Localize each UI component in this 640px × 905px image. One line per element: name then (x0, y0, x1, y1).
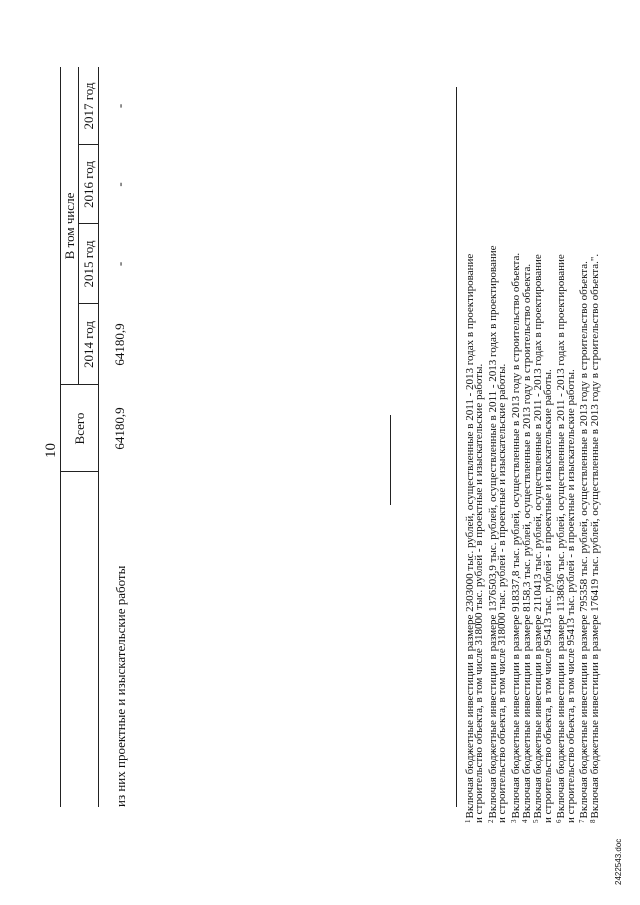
footnote-marker: 6 (555, 819, 564, 823)
group-header-rule (78, 67, 79, 385)
footnote-text: Включая бюджетные инвестиции в размере 176419 тыс. рублей, осуществленные в 2013 году в строительство объекта.". (589, 253, 602, 819)
header-2014: 2014 год (81, 321, 96, 368)
footnote-marker: 2 (486, 819, 495, 823)
footnote-text: Включая бюджетные инвестиции в размере 1376503,9 тыс. рублей, осуществленные в 2011 - 2013 годах в проектирование (486, 245, 499, 819)
header-total: Всего (72, 412, 87, 445)
footnote-text: Включая бюджетные инвестиции в размере 1138636 тыс. рублей, осуществленные в 2011 - 2013 годах в проектирование (555, 254, 568, 819)
footnote-marker: 4 (521, 819, 529, 823)
cell-2015: - (112, 261, 127, 267)
table-top-rule (60, 67, 61, 807)
page-number: 10 (43, 443, 59, 458)
footnote-text: Включая бюджетные инвестиции в размере 8158,3 тыс. рублей, осуществленные в 2013 году в строительство объекта. (521, 263, 533, 819)
cell-2017: - (112, 103, 127, 109)
footnote-line (474, 63, 485, 823)
footnote-line (543, 63, 554, 823)
footnote-text: и строительство объекта, в том числе 318000 тыс. рублей - в проектные и изыскательские работы. (473, 363, 486, 823)
cell-2014: 64180,9 (112, 323, 127, 366)
footnote-line (497, 63, 508, 823)
header-bottom-rule (98, 67, 99, 807)
header-2016: 2016 год (81, 161, 96, 208)
footnote-text: Включая бюджетные инвестиции в размере 918337,8 тыс. рублей, осуществленные в 2013 году в строительство объекта. (509, 252, 522, 819)
footnote-marker: 5 (532, 819, 541, 823)
footnote-line (566, 63, 577, 823)
cell-2016: - (112, 182, 127, 187)
footnote-text: Включая бюджетные инвестиции в размере 2110413 тыс. рублей, осуществленные в 2011 - 2013 годах в проектирование (532, 254, 545, 819)
footnote-text: и строительство объекта, в том числе 95413 тыс. рублей - в проектные и изыскательские работы. (564, 369, 577, 823)
footnote-rule (456, 87, 457, 807)
footnote-text: Включая бюджетные инвестиции в размере 2303000 тыс. рублей, осуществленные в 2011 - 2013 годах в проектирование (464, 253, 476, 819)
footnote-text: и строительство объекта, в том числе 318000 тыс. рублей - в проектные и изыскательские работы. (496, 363, 509, 823)
cell-total: 64180,9 (112, 407, 127, 450)
separator-rule (390, 415, 391, 505)
header-2017: 2017 год (81, 82, 96, 130)
footnote-marker: 3 (509, 819, 518, 823)
footnote-marker: 7 (578, 819, 586, 823)
footnote-line (588, 63, 601, 823)
header-2015: 2015 год (81, 240, 96, 288)
footnote-text: и строительство объекта, в том числе 95413 тыс. рублей - в проектные и изыскательские работы. (541, 369, 554, 823)
footnote-marker: 1 (464, 819, 472, 823)
document-id: 2422543.doc (614, 838, 623, 885)
footnote-marker: 8 (589, 819, 598, 823)
footnote-text: Включая бюджетные инвестиции в размере 795358 тыс. рублей, осуществленные в 2013 году в строительство объекта. (578, 261, 590, 819)
header-group: В том числе (62, 192, 77, 260)
row-label: из них проектные и изыскательские работы (113, 565, 128, 807)
